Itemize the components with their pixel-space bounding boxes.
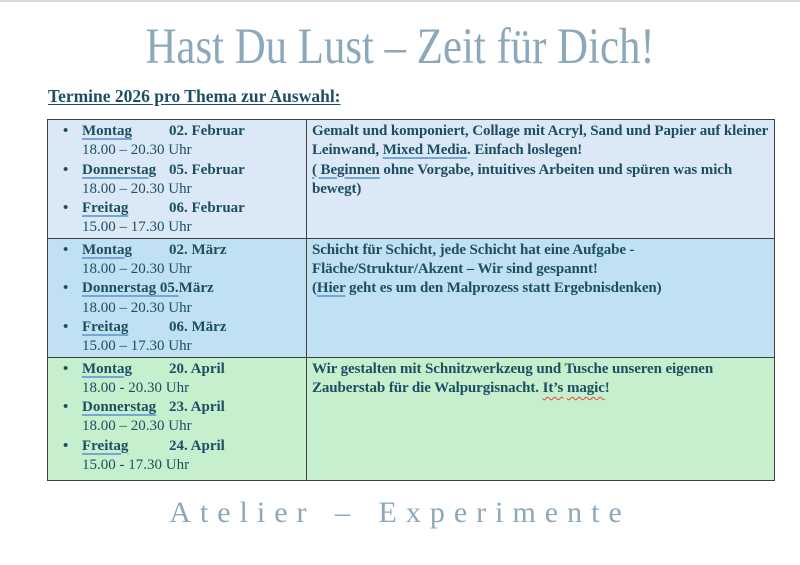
dates-cell-april — [48, 357, 307, 480]
date-label: 06. Februar — [169, 200, 245, 217]
description-text: Wir gestalten mit Schnitzwerkzeug und Tusche unseren eigenen Zauberstab für die Walpurgisnacht. — [312, 360, 714, 396]
day-label: Freitag — [82, 318, 129, 335]
description-cell-february — [307, 120, 775, 239]
bullet-icon: • — [63, 280, 69, 297]
entry-line-day — [82, 398, 225, 417]
schedule-entry — [63, 398, 304, 437]
description-text: Schicht für Schicht, jede Schicht hat eine Aufgabe - Fläche/Struktur/Akzent – Wir sind gespannt! — [312, 241, 635, 278]
bullet-icon: • — [63, 437, 69, 454]
day-label: Donnerstag — [82, 399, 157, 416]
schedule-entry — [63, 360, 304, 399]
entry-text — [82, 241, 226, 280]
schedule-entry — [63, 437, 304, 476]
dates-cell-february — [48, 120, 307, 239]
page-title — [0, 18, 800, 80]
entry-line-day — [82, 241, 226, 260]
date-label: 02. März — [169, 241, 227, 258]
bullet-icon: • — [63, 318, 69, 335]
date-label: 20. April — [169, 360, 225, 377]
entry-text — [82, 398, 225, 437]
bullet-icon: • — [63, 200, 69, 217]
day-label: Montag — [82, 241, 132, 258]
schedule-entry — [63, 199, 304, 238]
date-label: 05. Februar — [169, 161, 245, 178]
schedule-entry — [63, 279, 304, 318]
schedule-row-april — [48, 357, 775, 480]
footer-brand: Atelier – Experimente — [169, 495, 631, 529]
time-label: 18.00 – 20.30 Uhr — [82, 180, 192, 197]
entry-text — [82, 161, 245, 200]
entry-text — [82, 360, 225, 399]
date-label: März — [178, 280, 214, 297]
entry-line-day — [82, 360, 225, 379]
page-title-text: Hast Du Lust – Zeit für Dich! — [145, 19, 655, 75]
bullet-icon: • — [63, 241, 69, 258]
date-label: 23. April — [169, 399, 225, 416]
day-label: Donnerstag — [82, 161, 157, 178]
description-text: . Einfach loslegen! — [467, 142, 583, 159]
entry-line-day — [82, 199, 245, 218]
bullet-icon: • — [63, 399, 69, 416]
bullet-icon: • — [63, 123, 69, 139]
entry-line-day — [82, 279, 214, 298]
schedule-entry — [63, 318, 304, 357]
description-underlined: ( Beginnen — [312, 161, 380, 178]
subtitle: Termine 2026 pro Thema zur Auswahl: — [48, 86, 341, 106]
day-label: Montag — [82, 123, 132, 139]
time-label: 18.00 - 20.30 Uhr — [82, 379, 190, 396]
description-underlined: Mixed Media — [382, 142, 468, 159]
entry-text — [82, 199, 245, 238]
description-text: Gemalt und komponiert, Collage mit Acryl, Sand und Papier auf kleiner Leinwand, — [312, 123, 768, 159]
time-label: 15.00 – 17.30 Uhr — [82, 219, 192, 236]
day-label: Freitag — [82, 200, 129, 217]
time-label: 18.00 – 20.30 Uhr — [82, 261, 192, 278]
day-label: Montag — [82, 360, 132, 377]
bullet-icon: • — [63, 161, 69, 178]
entry-line-day — [82, 318, 226, 337]
description-spellcheck-word: magic — [566, 379, 605, 396]
description-underlined: Hier — [316, 280, 346, 297]
schedule-row-february — [48, 120, 775, 239]
entry-line-day — [82, 161, 245, 180]
schedule-entry — [63, 241, 304, 280]
description-text: ohne Vorgabe, intuitives Arbeiten und spüren was mich bewegt) — [312, 161, 733, 197]
dates-cell-march — [48, 238, 307, 357]
schedule-row-march — [48, 238, 775, 357]
entry-line-day — [82, 437, 225, 456]
entry-line-day — [82, 122, 245, 141]
time-label: 18.00 – 20.30 Uhr — [82, 142, 192, 159]
time-label: 15.00 – 17.30 Uhr — [82, 338, 192, 355]
description-cell-april — [307, 357, 775, 480]
date-label: 06. März — [169, 318, 227, 335]
schedule-table — [47, 119, 775, 481]
entry-text — [82, 437, 225, 476]
date-label: 24. April — [169, 437, 225, 454]
entry-text — [82, 122, 245, 161]
description-cell-march — [307, 238, 775, 357]
bullet-icon: • — [63, 360, 69, 377]
description-text: ! — [604, 379, 610, 396]
entry-text — [82, 279, 214, 318]
description-text: geht es um den Malprozess statt Ergebnisdenken) — [345, 280, 662, 297]
day-label: Donnerstag 05. — [82, 280, 179, 297]
date-label: 02. Februar — [169, 123, 245, 139]
schedule-entry — [63, 161, 304, 200]
time-label: 15.00 - 17.30 Uhr — [82, 457, 190, 474]
description-text: ( — [312, 280, 317, 297]
entry-text — [82, 318, 226, 357]
window-top-edge — [0, 0, 800, 2]
day-label: Freitag — [82, 437, 129, 454]
schedule-entry — [63, 122, 304, 161]
time-label: 18.00 – 20.30 Uhr — [82, 418, 192, 435]
description-spellcheck-word: It’s — [542, 379, 564, 396]
time-label: 18.00 – 20.30 Uhr — [82, 299, 192, 316]
